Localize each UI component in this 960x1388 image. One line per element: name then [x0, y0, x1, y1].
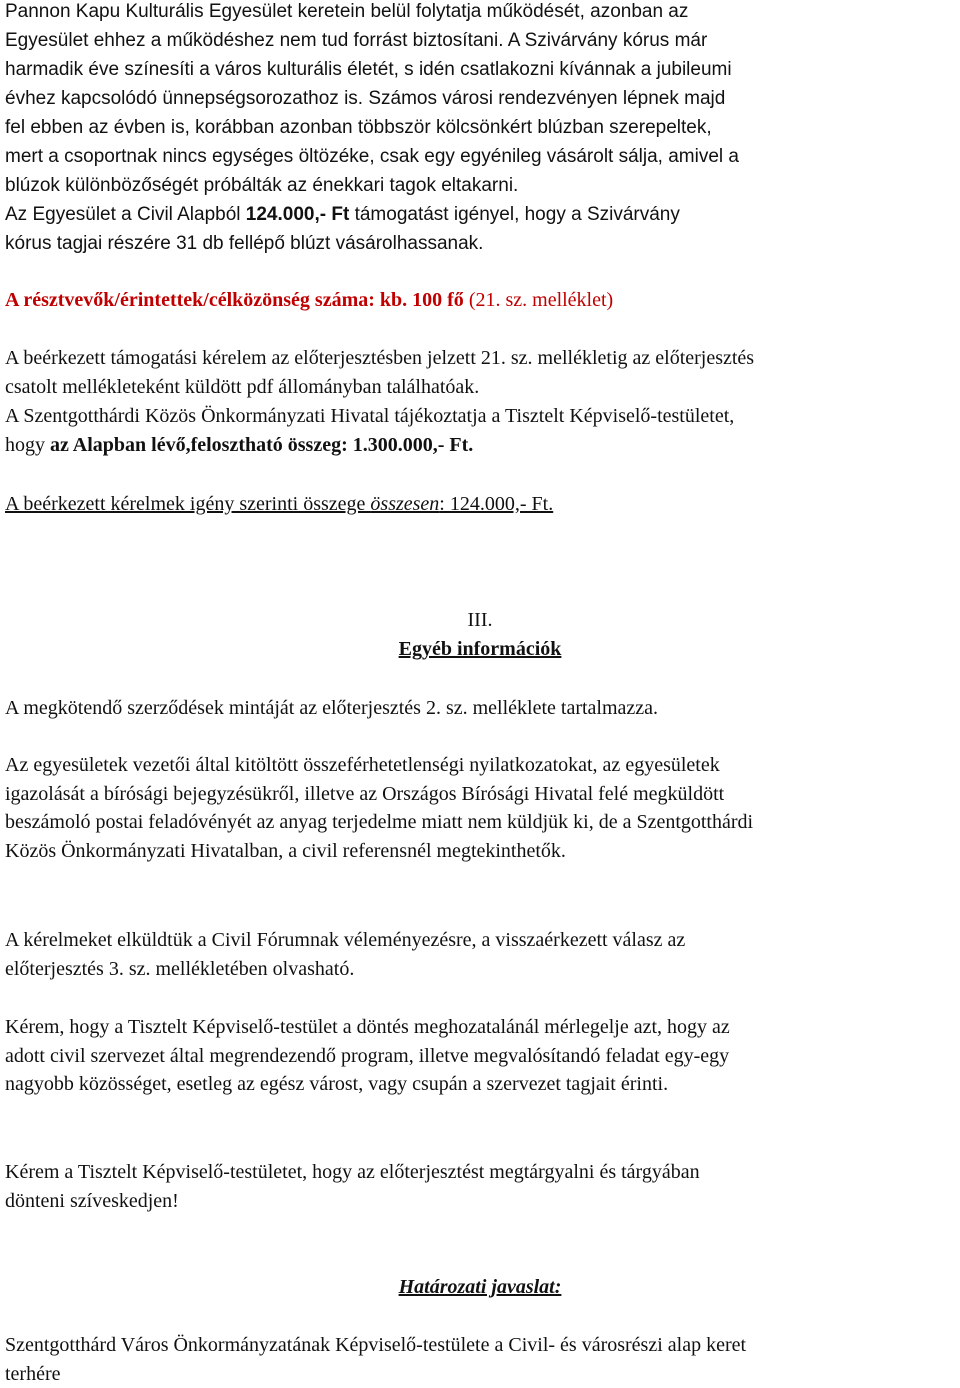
intro-line: fel ebben az évben is, korábban azonban többször kölcsönkért blúzban szerepeltek,	[5, 117, 712, 138]
documents-line: Közös Önkormányzati Hivatalban, a civil referensnél megtekinthetők.	[5, 839, 566, 862]
resolution-line: terhére	[5, 1362, 61, 1385]
decision-request-line: Kérem a Tisztelt Képviselő-testületet, hogy az előterjesztést megtárgyalni és tárgyában	[5, 1161, 700, 1183]
office-line: hogy az Alapban lévő,felosztható összeg: 1.300.000,- Ft.	[5, 433, 474, 456]
documents-paragraph	[5, 751, 955, 865]
attachments-paragraph	[5, 344, 955, 401]
section-title: Egyéb információk	[398, 638, 562, 660]
request-line: nagyobb közösséget, esetleg az egész várost, vagy csupán a szervezet tagjait érinti.	[5, 1073, 669, 1096]
available-amount: az Alapban lévő,felosztható összeg: 1.300.000,- Ft.	[50, 433, 474, 456]
support-line: kórus tagjai részére 31 db fellépő blúzt vásárolhassanak.	[5, 233, 484, 254]
request-line: Kérem, hogy a Tisztelt Képviselő-testület a döntés meghozatalánál mérlegelje azt, hogy az	[5, 1016, 730, 1038]
total-line: A beérkezett kérelmek igény szerinti összege összesen: 124.000,- Ft.	[5, 493, 554, 515]
intro-line: Egyesület ehhez a működéshez nem tud forrást biztosítani. A Szivárvány kórus már	[5, 30, 708, 51]
office-paragraph	[5, 402, 955, 459]
support-line: Az Egyesület a Civil Alapból 124.000,- Ft támogatást igényel, hogy a Szivárvány	[5, 204, 680, 225]
attachments-line: csatolt mellékleteként küldött pdf állományban találhatóak.	[5, 375, 480, 398]
participants-label: A résztvevők/érintettek/célközönség száma: kb. 100 fő	[5, 289, 464, 311]
forum-paragraph	[5, 926, 955, 983]
intro-line: blúzok különbözőségét próbálták az énekkari tagok eltakarni.	[5, 175, 519, 196]
resolution-line: Szentgotthárd Város Önkormányzatának Képviselő-testülete a Civil- és városrészi alap keret	[5, 1334, 747, 1356]
intro-line: harmadik éve színesíti a város kulturális életét, s idén csatlakozni kívánnak a jubileumi	[5, 59, 732, 80]
documents-line: Az egyesületek vezetői által kitöltött összeférhetetlenségi nyilatkozatokat, az egyesületek	[5, 754, 720, 776]
section-number: III.	[467, 609, 493, 631]
participants-line	[5, 286, 955, 315]
forum-line: A kérelmeket elküldtük a Civil Fórumnak véleményezésre, a visszaérkezett válasz az	[5, 929, 686, 951]
intro-line: évhez kapcsolódó ünnepségsorozathoz is. Számos városi rendezvényen lépnek majd	[5, 88, 726, 109]
decision-request-line: dönteni szíveskedjen!	[5, 1189, 179, 1212]
office-line: A Szentgotthárdi Közös Önkormányzati Hivatal tájékoztatja a Tisztelt Képviselő-testületet,	[5, 405, 735, 427]
support-paragraph	[5, 200, 955, 258]
forum-line: előterjesztés 3. sz. mellékletében olvasható.	[5, 957, 355, 980]
support-amount: 124.000,- Ft	[245, 204, 350, 225]
decision-request-paragraph	[5, 1158, 955, 1215]
documents-line: beszámoló postai feladóvényét az anyag terjedelme miatt nem küldjük ki, de a Szentgotthárdi	[5, 811, 754, 834]
contract-sample-paragraph: A megkötendő szerződések mintáját az előterjesztés 2. sz. melléklete tartalmazza.	[5, 697, 659, 719]
intro-line: mert a csoportnak nincs egységes öltözéke, csak egy egyénileg vásárolt sálja, amivel a	[5, 146, 739, 167]
intro-paragraph	[5, 0, 955, 200]
request-paragraph	[5, 1013, 955, 1099]
resolution-title: Határozati javaslat:	[398, 1276, 562, 1298]
resolution-paragraph	[5, 1331, 955, 1388]
intro-line: Pannon Kapu Kulturális Egyesület keretein belül folytatja működését, azonban az	[5, 1, 689, 22]
participants-note: (21. sz. melléklet)	[463, 289, 614, 311]
request-line: adott civil szervezet által megrendezendő program, illetve megvalósítandó feladat egy-egy	[5, 1044, 730, 1067]
attachments-line: A beérkezett támogatási kérelem az előterjesztésben jelzett 21. sz. mellékletig az előterjesztés	[5, 347, 755, 369]
documents-line: igazolását a bírósági bejegyzésükről, illetve az Országos Bírósági Hivatal felé megküldött	[5, 782, 725, 805]
